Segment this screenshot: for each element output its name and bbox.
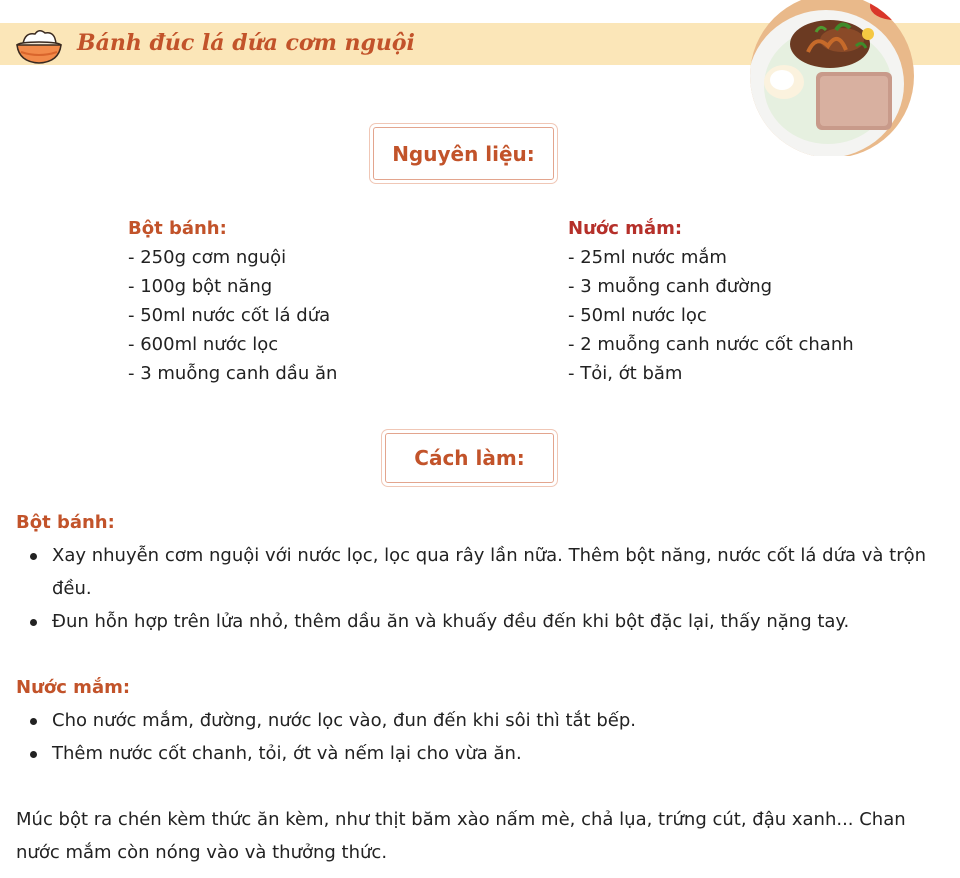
ingredient-item: - 250g cơm nguội (128, 247, 287, 268)
dough-ingredients (128, 214, 337, 388)
closing-paragraph: Múc bột ra chén kèm thức ăn kèm, như thịt băm xào nấm mè, chả lụa, trứng cút, đậu xanh... Chan nước mắm còn nóng vào và thưởng thức. (16, 809, 906, 863)
ingredient-item: - 50ml nước lọc (568, 305, 707, 326)
dish-photo (746, 0, 918, 156)
method-section-title (385, 433, 554, 483)
step-item: Cho nước mắm, đường, nước lọc vào, đun đến khi sôi thì tắt bếp. (52, 704, 946, 737)
ingredient-item: - 3 muỗng canh đường (568, 276, 773, 297)
ingredient-item: - 600ml nước lọc (128, 334, 279, 355)
method-sauce-steps (16, 704, 946, 770)
ingredient-item: - Tỏi, ớt băm (568, 363, 683, 384)
ingredient-item: - 3 muỗng canh dầu ăn (128, 363, 338, 384)
step-item: Thêm nước cốt chanh, tỏi, ớt và nếm lại cho vừa ăn. (52, 737, 946, 770)
method-title-text: Cách làm: (414, 446, 525, 470)
dough-ingredients-heading: Bột bánh: (128, 218, 227, 239)
ingredients-title-text: Nguyên liệu: (392, 141, 535, 166)
method-content (16, 506, 946, 869)
step-item: Đun hỗn hợp trên lửa nhỏ, thêm dầu ăn và khuấy đều đến khi bột đặc lại, thấy nặng tay. (52, 605, 946, 638)
ingredient-item: - 25ml nước mắm (568, 247, 727, 268)
ingredient-item: - 50ml nước cốt lá dứa (128, 305, 331, 326)
sauce-ingredients (568, 214, 854, 388)
ingredient-item: - 2 muỗng canh nước cốt chanh (568, 334, 854, 355)
sauce-ingredients-heading: Nước mắm: (568, 218, 683, 239)
method-dough-steps (16, 539, 946, 638)
page-title: Bánh đúc lá dứa cơm nguội (77, 30, 415, 56)
step-item: Xay nhuyễn cơm nguội với nước lọc, lọc qua rây lần nữa. Thêm bột năng, nước cốt lá dứa và trộn đều. (52, 539, 946, 605)
ingredient-item: - 100g bột năng (128, 276, 273, 297)
ingredients-section-title (373, 127, 554, 180)
rice-bowl-icon (15, 24, 63, 66)
method-dough-heading: Bột bánh: (16, 512, 115, 533)
method-sauce-heading: Nước mắm: (16, 677, 131, 698)
